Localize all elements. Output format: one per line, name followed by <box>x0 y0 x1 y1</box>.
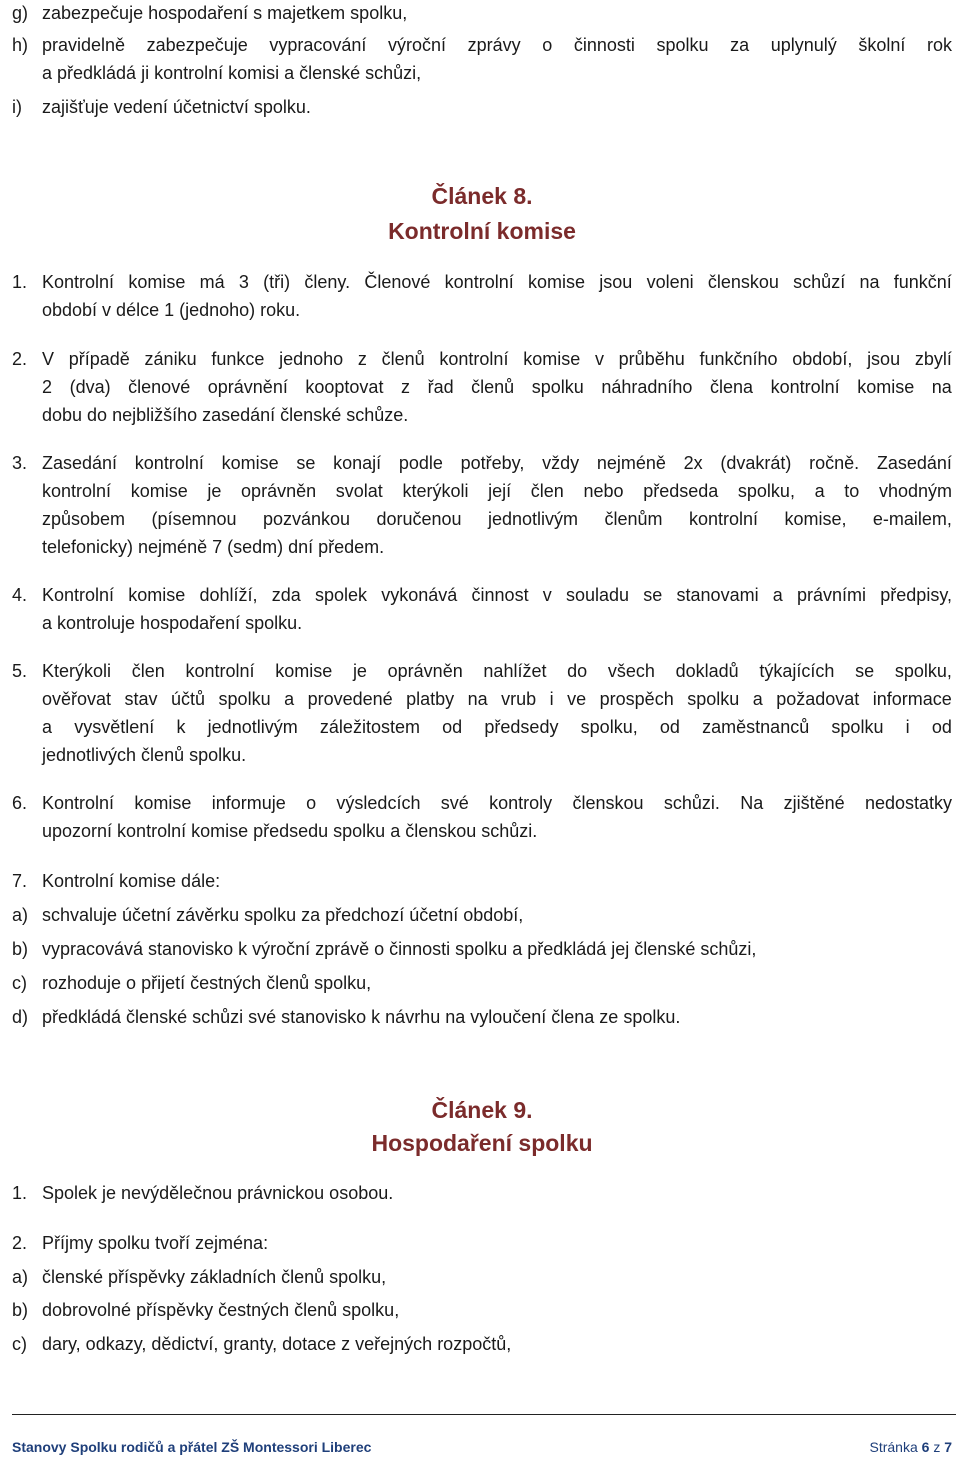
word: 3 <box>238 272 249 292</box>
word: z <box>401 377 411 397</box>
word: o <box>542 35 553 55</box>
word: komise <box>275 661 333 681</box>
word: zaměstnanců <box>702 717 810 737</box>
word: uplynulý <box>770 35 837 55</box>
page-label: Stránka <box>869 1439 918 1455</box>
word: dokladů <box>675 661 739 681</box>
item-text: a předkládá ji kontrolní komisi a členské schůzi, <box>42 63 422 83</box>
item-number: c) <box>12 973 27 993</box>
word: školní <box>858 35 906 55</box>
item-text <box>42 792 952 814</box>
article-heading: Článek 9. <box>431 1097 533 1123</box>
word: týkajících <box>759 661 835 681</box>
word: zániku <box>144 349 197 369</box>
article-subheading: Hospodaření spolku <box>371 1130 593 1156</box>
word: jednotlivým <box>207 717 298 737</box>
word: od <box>659 717 680 737</box>
word: oprávněn <box>387 661 463 681</box>
word: kontrolní <box>770 377 840 397</box>
footer-divider <box>12 1414 956 1415</box>
word: komise <box>130 481 188 501</box>
item-number: b) <box>12 1300 29 1320</box>
item-text: upozorní kontrolní komise předsedu spolku a členskou schůzi. <box>42 821 538 841</box>
item-number: a) <box>12 1267 29 1287</box>
item-text: dobrovolné příspěvky čestných členů spolku, <box>42 1300 400 1320</box>
item-number: 4. <box>12 585 28 605</box>
word: nedostatky <box>864 793 952 813</box>
word: všech <box>607 661 655 681</box>
page-total: 7 <box>944 1439 952 1455</box>
word: stav <box>124 689 158 709</box>
word: kontrolní <box>42 481 112 501</box>
item-text <box>42 584 952 606</box>
word: spolku, <box>894 661 952 681</box>
word: 2x <box>683 453 703 473</box>
word: ve <box>567 689 587 709</box>
word: voleni <box>646 272 694 292</box>
word: podle <box>398 453 443 473</box>
word: na <box>931 377 952 397</box>
word: člena <box>710 377 754 397</box>
word: a <box>284 689 295 709</box>
word: kooptovat <box>305 377 384 397</box>
word: dohlíží, <box>199 585 258 605</box>
page-number <box>869 1438 952 1456</box>
item-text: zabezpečuje hospodaření s majetkem spolku, <box>42 3 408 23</box>
item-number: 3. <box>12 453 28 473</box>
word: vždy <box>542 453 580 473</box>
item-text: Kontrolní komise dále: <box>42 871 221 891</box>
footer-title: Stanovy Spolku rodičů a přátel ZŠ Montessori Liberec <box>12 1439 372 1455</box>
item-number: a) <box>12 905 29 925</box>
word: své <box>440 793 469 813</box>
word: i <box>905 717 910 737</box>
word: stanovami <box>676 585 759 605</box>
item-number: 2. <box>12 1233 28 1253</box>
word: spolek <box>315 585 368 605</box>
word: (dva) <box>69 377 111 397</box>
word: členskou <box>707 272 779 292</box>
item-number: 2. <box>12 349 28 369</box>
word: Členové <box>364 272 431 292</box>
item-text <box>42 660 952 682</box>
word: informace <box>872 689 952 709</box>
item-text <box>42 34 952 56</box>
page-separator: z <box>933 1439 941 1455</box>
item-number: g) <box>12 3 29 23</box>
item-text: rozhoduje o přijetí čestných členů spolku, <box>42 973 372 993</box>
word: do <box>567 661 588 681</box>
word: e-mailem, <box>872 509 952 529</box>
word: spolku <box>831 717 884 737</box>
word: souladu <box>566 585 630 605</box>
word: zbylí <box>914 349 952 369</box>
word: komise <box>523 349 581 369</box>
word: způsobem <box>42 509 126 529</box>
word: V <box>42 349 55 369</box>
word: a <box>752 689 763 709</box>
word: potřeby, <box>460 453 525 473</box>
word: o <box>306 793 317 813</box>
word: z <box>357 349 367 369</box>
word: požadovat <box>776 689 860 709</box>
item-number: 5. <box>12 661 28 681</box>
word: (tři) <box>263 272 291 292</box>
word: komise <box>221 453 279 473</box>
article-subheading: Kontrolní komise <box>388 218 576 244</box>
word: od <box>931 717 952 737</box>
item-number: i) <box>12 97 22 117</box>
word: (dvakrát) <box>720 453 792 473</box>
word: svolat <box>335 481 383 501</box>
word: ročně. <box>809 453 860 473</box>
word: funkční <box>893 272 952 292</box>
word: i <box>549 689 554 709</box>
word: její <box>488 481 512 501</box>
word: Kontrolní <box>42 793 115 813</box>
word: kontrolní <box>688 509 759 529</box>
word: případě <box>68 349 130 369</box>
item-text <box>42 480 952 502</box>
word: pravidelně <box>42 35 126 55</box>
word: Na <box>740 793 764 813</box>
item-text: jednotlivých členů spolku. <box>42 745 247 765</box>
word: činnost <box>471 585 529 605</box>
word: je <box>207 481 222 501</box>
word: právními <box>797 585 867 605</box>
word: komise <box>128 272 186 292</box>
word: člen <box>530 481 564 501</box>
word: jsou <box>599 272 633 292</box>
word: výsledcích <box>336 793 421 813</box>
word: od <box>442 717 463 737</box>
item-text: předkládá členské schůzi své stanovisko k návrhu na vyloučení člena ze spolku. <box>42 1007 681 1027</box>
word: se <box>855 661 875 681</box>
word: nebo <box>583 481 624 501</box>
word: členy. <box>304 272 351 292</box>
word: (písemnou <box>151 509 237 529</box>
item-text <box>42 716 952 738</box>
item-text: období v délce 1 (jednoho) roku. <box>42 300 301 320</box>
item-text: a kontroluje hospodaření spolku. <box>42 613 303 633</box>
word: předseda <box>643 481 719 501</box>
item-text: členské příspěvky základních členů spolku, <box>42 1267 387 1287</box>
word: schůzi. <box>663 793 720 813</box>
word: spolku <box>656 35 709 55</box>
word: 2 <box>42 377 53 397</box>
item-text: dary, odkazy, dědictví, granty, dotace z veřejných rozpočtů, <box>42 1334 512 1354</box>
word: na <box>859 272 880 292</box>
item-text <box>42 348 952 370</box>
article-heading: Článek 8. <box>431 183 533 209</box>
word: jednotlivým <box>488 509 579 529</box>
item-text <box>42 271 952 293</box>
word: v <box>594 349 604 369</box>
word: a <box>814 481 825 501</box>
item-text: Spolek je nevýdělečnou právnickou osobou. <box>42 1183 394 1203</box>
word: funkce <box>211 349 265 369</box>
item-text: telefonicky) nejméně 7 (sedm) dní předem. <box>42 537 385 557</box>
item-text: zajišťuje vedení účetnictví spolku. <box>42 97 311 117</box>
item-number: 1. <box>12 272 28 292</box>
word: člen <box>131 661 165 681</box>
word: kterýkoli <box>402 481 469 501</box>
word: kontrolní <box>444 272 514 292</box>
word: komise <box>527 272 585 292</box>
word: komise <box>857 377 915 397</box>
word: průběhu <box>618 349 685 369</box>
word: vypracování <box>269 35 367 55</box>
word: za <box>730 35 750 55</box>
word: na <box>467 689 488 709</box>
item-number: 6. <box>12 793 28 813</box>
word: jednoho <box>279 349 344 369</box>
item-text <box>42 688 952 710</box>
item-number: c) <box>12 1334 27 1354</box>
word: spolku <box>218 689 271 709</box>
item-text: schvaluje účetní závěrku spolku za předchozí účetní období, <box>42 905 524 925</box>
document-page <box>12 0 952 1458</box>
word: Kontrolní <box>42 585 115 605</box>
word: Zasedání <box>876 453 952 473</box>
word: oprávnění <box>207 377 288 397</box>
word: doručenou <box>376 509 462 529</box>
word: vrub <box>501 689 537 709</box>
word: zprávy <box>467 35 521 55</box>
word: řad <box>427 377 454 397</box>
word: Kontrolní <box>42 272 115 292</box>
item-number: b) <box>12 939 29 959</box>
word: kontrolní <box>185 661 255 681</box>
word: rok <box>926 35 952 55</box>
word: v <box>542 585 552 605</box>
word: komise <box>128 585 186 605</box>
word: nahlížet <box>483 661 547 681</box>
word: zda <box>271 585 301 605</box>
word: kontrolní <box>439 349 509 369</box>
word: kontrolní <box>134 453 204 473</box>
item-text <box>42 376 952 398</box>
word: předsedy <box>484 717 559 737</box>
word: členů <box>471 377 515 397</box>
item-number: 1. <box>12 1183 28 1203</box>
word: to <box>844 481 860 501</box>
word: Zasedání <box>42 453 118 473</box>
word: účtů <box>171 689 206 709</box>
word: a <box>42 717 53 737</box>
word: ověřovat <box>42 689 112 709</box>
item-text <box>42 508 952 530</box>
word: záležitostem <box>319 717 420 737</box>
word: spolku, <box>580 717 638 737</box>
item-text: vypracovává stanovisko k výroční zprávě o činnosti spolku a předkládá jej členské schůzi, <box>42 939 757 959</box>
word: spolku <box>531 377 584 397</box>
word: funkčního <box>699 349 778 369</box>
word: provedené <box>307 689 393 709</box>
item-text <box>42 452 952 474</box>
word: vykonává <box>381 585 458 605</box>
word: členům <box>604 509 663 529</box>
word: komise <box>134 793 192 813</box>
word: a <box>772 585 783 605</box>
word: platby <box>406 689 455 709</box>
word: prospěch <box>599 689 674 709</box>
item-number: h) <box>12 35 29 55</box>
word: informuje <box>211 793 286 813</box>
word: oprávněn <box>241 481 317 501</box>
word: spolku, <box>737 481 795 501</box>
word: zabezpečuje <box>146 35 248 55</box>
item-text: dobu do nejbližšího zasedání členské schůze. <box>42 405 409 425</box>
word: kontroly <box>489 793 553 813</box>
word: nejméně <box>596 453 666 473</box>
item-text: Příjmy spolku tvoří zejména: <box>42 1233 269 1253</box>
word: členskou <box>572 793 644 813</box>
word: zjištěné <box>783 793 845 813</box>
word: spolku <box>687 689 740 709</box>
word: konají <box>333 453 382 473</box>
word: vysvětlení <box>74 717 155 737</box>
page-current: 6 <box>921 1439 930 1455</box>
word: schůzí <box>793 272 846 292</box>
item-number: 7. <box>12 871 28 891</box>
word: činnosti <box>573 35 635 55</box>
word: komise, <box>784 509 847 529</box>
word: pozvánkou <box>262 509 351 529</box>
word: Kterýkoli <box>42 661 112 681</box>
word: se <box>643 585 663 605</box>
word: náhradního <box>601 377 693 397</box>
word: má <box>199 272 225 292</box>
item-number: d) <box>12 1007 29 1027</box>
word: výroční <box>387 35 447 55</box>
word: členové <box>128 377 191 397</box>
word: je <box>352 661 367 681</box>
word: období, <box>792 349 853 369</box>
word: se <box>296 453 316 473</box>
word: k <box>176 717 186 737</box>
word: členů <box>381 349 425 369</box>
word: vhodným <box>878 481 952 501</box>
word: předpisy, <box>880 585 952 605</box>
word: jsou <box>867 349 901 369</box>
